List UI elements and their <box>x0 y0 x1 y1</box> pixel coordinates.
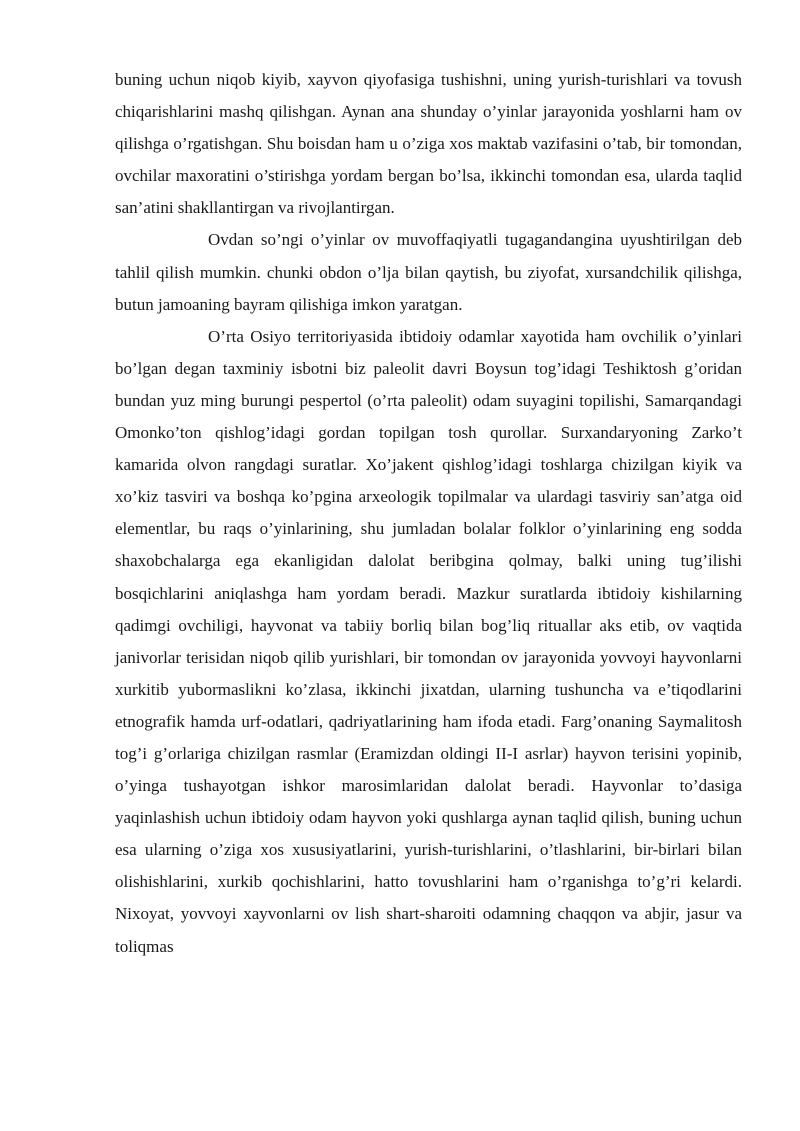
paragraph-central-asia-hunting-games: O’rta Osiyo territoriyasida ibtidoiy odamlar xayotida ham ovchilik o’yinlari bo’lgan degan taxminiy isbotni biz paleolit davri Boysun tog’idagi Teshiktosh g’oridan bundan yuz ming burungi pespertol (o’rta paleolit) odam suyagini topilishi, Samarqandagi Omonko’ton qishlog’idagi gordan topilgan tosh qurollar. Surxandaryoning Zarko’t kamarida olvon rangdagi suratlar. Xo’jakent qishlog’idagi toshlarga chizilgan kiyik va xo’kiz tasviri va boshqa ko’pgina arxeologik topilmalar va ulardagi tasviriy san’atga oid elementlar, bu raqs o’yinlarining, shu jumladan bolalar folklor o’yinlarining eng sodda shaxobchalarga ega ekanligidan dalolat beribgina qolmay, balki uning tug’ilishi bosqichlarini aniqlashga ham yordam beradi. Mazkur suratlarda ibtidoiy kishilarning qadimgi ovchiligi, hayvonat va tabiiy borliq bilan bog’liq rituallar aks etib, ov vaqtida janivorlar terisidan niqob qilib yurishlari, bir tomondan ov jarayonida yovvoyi hayvonlarni xurkitib yubormaslikni ko’zlasa, ikkinchi jixatdan, ularning tushuncha va e’tiqodlarini etnografik hamda urf-odatlari, qadriyatlarining ham ifoda etadi. Farg’onaning Saymalitosh tog’i g’orlariga chizilgan rasmlar (Eramizdan oldingi II-I asrlar) hayvon terisini yopinib, o’yinga tushayotgan ishkor marosimlaridan dalolat beradi. Hayvonlar to’dasiga yaqinlashish uchun ibtidoiy odam hayvon yoki qushlarga aynan taqlid qilish, buning uchun esa ularning o’ziga xos xususiyatlarini, yurish-turishlarini, o’tlashlarini, bir-birlari bilan olishishlarini, xurkib qochishlarini, hatto tovushlarini ham o’rganishga to’g’ri kelardi. Nixoyat, yovvoyi xayvonlarni ov lish shart-sharoiti odamning chaqqon va abjir, jasur va toliqmas <box>115 326 742 956</box>
document-page <box>115 64 742 963</box>
paragraph-continuation: buning uchun niqob kiyib, xayvon qiyofasiga tushishni, uning yurish-turishlari va tovush chiqarishlarini mashq qilishgan. Aynan ana shunday o’yinlar jarayonida yoshlarni ham ov qilishga o’rgatishgan. Shu boisdan ham u o’ziga xos maktab vazifasini o’tab, bir tomondan, ovchilar maxoratini o’stirishga yordam bergan bo’lsa, ikkinchi tomondan esa, ularda taqlid san’atini shakllantirgan va rivojlantirgan. <box>115 70 742 218</box>
paragraph-after-hunt-games: Ovdan so’ngi o’yinlar ov muvoffaqiyatli tugagandangina uyushtirilgan deb tahlil qilish mumkin. chunki obdon o’lja bilan qaytish, bu ziyofat, xursandchilik qilishga, butun jamoaning bayram qilishiga imkon yaratgan. <box>115 230 742 314</box>
